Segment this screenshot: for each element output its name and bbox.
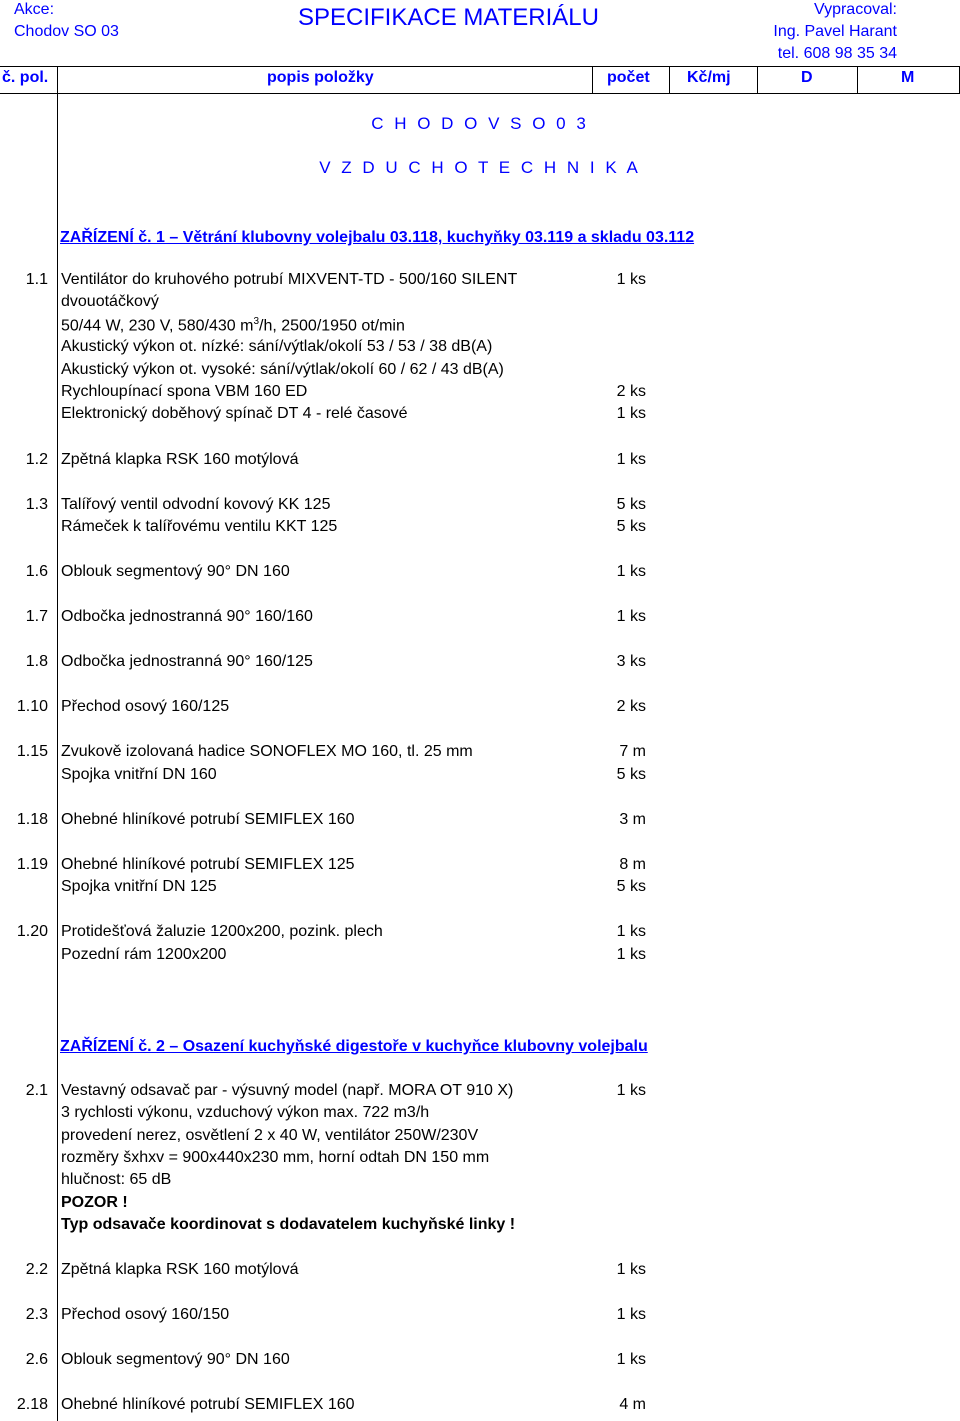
col-cpol: č. pol. <box>2 69 49 86</box>
col-divider-5 <box>857 66 858 93</box>
table-row: 1.20 Protidešťová žaluzie 1200x200, pozink. plech 1 ks <box>16 923 646 940</box>
table-row: 3 rychlosti výkonu, vzduchový výkon max. 722 m3/h <box>61 1104 430 1121</box>
col-kcmj: Kč/mj <box>687 69 731 86</box>
table-row: 1.2 Zpětná klapka RSK 160 motýlová 1 ks <box>25 451 646 468</box>
table-row: 1.7 Odbočka jednostranná 90° 160/160 1 ks <box>25 608 646 625</box>
table-row: 1.1 Ventilátor do kruhového potrubí MIXVENT-TD - 500/160 SILENT 1 ks <box>25 271 646 288</box>
column-header-row <box>0 66 960 93</box>
document-header <box>0 0 960 66</box>
table-row: 2.6 Oblouk segmentový 90° DN 160 1 ks <box>25 1351 646 1368</box>
table-row: Elektronický doběhový spínač DT 4 - relé časové 1 ks <box>61 405 646 422</box>
col-pocet: počet <box>607 69 650 86</box>
table-row: 2.1 Vestavný odsavač par - výsuvný model (např. MORA OT 910 X) 1 ks <box>25 1082 646 1099</box>
table-row: 1.15 Zvukově izolovaná hadice SONOFLEX MO 160, tl. 25 mm 7 m <box>16 743 646 760</box>
warning-text: Typ odsavače koordinovat s dodavatelem kuchyňské linky ! <box>61 1216 516 1233</box>
table-row <box>0 316 960 338</box>
col-divider-4 <box>757 66 758 93</box>
table-row: rozměry šxhxv = 900x440x230 mm, horní odtah DN 150 mm <box>61 1149 490 1166</box>
table-row: dvouotáčkový <box>61 293 159 310</box>
table-row: 1.6 Oblouk segmentový 90° DN 160 1 ks <box>25 563 646 580</box>
header-bottom-line <box>0 93 960 94</box>
col-divider-3 <box>669 66 670 93</box>
table-row: Rychloupínací spona VBM 160 ED 2 ks <box>61 383 646 400</box>
table-row: Akustický výkon ot. vysoké: sání/výtlak/okolí 60 / 62 / 43 dB(A) <box>61 361 504 378</box>
col-divider-2 <box>592 66 593 93</box>
section-title: C H O D O V S O 0 3 <box>371 114 589 133</box>
table-row: Pozední rám 1200x200 1 ks <box>61 946 646 963</box>
table-row: Spojka vnitřní DN 160 5 ks <box>61 766 646 783</box>
table-row: Spojka vnitřní DN 125 5 ks <box>61 878 646 895</box>
col-d: D <box>801 69 813 86</box>
table-row: hlučnost: 65 dB <box>61 1171 172 1188</box>
table-row: 1.18 Ohebné hliníkové potrubí SEMIFLEX 160 3 m <box>16 811 646 828</box>
table-row: 1.8 Odbočka jednostranná 90° 160/125 3 ks <box>25 653 646 670</box>
table-row: 2.3 Přechod osový 160/150 1 ks <box>25 1306 646 1323</box>
device-2-title: ZAŘÍZENÍ č. 2 – Osazení kuchyňské digestoře v kuchyňce klubovny volejbalu <box>60 1038 648 1055</box>
device-1-title: ZAŘÍZENÍ č. 1 – Větrání klubovny volejbalu 03.118, kuchyňky 03.119 a skladu 03.112 <box>60 229 695 246</box>
author-name: Ing. Pavel Harant <box>773 23 897 40</box>
table-row: 1.19 Ohebné hliníkové potrubí SEMIFLEX 125 8 m <box>16 856 646 873</box>
table-row: provedení nerez, osvětlení 2 x 40 W, ventilátor 250W/230V <box>61 1127 479 1144</box>
warning-label: POZOR ! <box>61 1194 128 1211</box>
row-desc-m3: 50/44 W, 230 V, 580/430 $m^3/h$, 2500/1950 ot/min <box>61 316 405 335</box>
table-row: 1.3 Talířový ventil odvodní kovový KK 125 5 ks <box>25 496 646 513</box>
table-row: 2.18 Ohebné hliníkové potrubí SEMIFLEX 160 4 m <box>16 1396 646 1413</box>
akce-label: Akce: <box>14 1 55 18</box>
vypracoval-label: Vypracoval: <box>814 1 897 18</box>
akce-value: Chodov SO 03 <box>14 23 119 40</box>
col-m: M <box>901 69 915 86</box>
table-row: 1.10 Přechod osový 160/125 2 ks <box>16 698 646 715</box>
table-row: Rámeček k talířovému ventilu KKT 125 5 ks <box>61 518 646 535</box>
header-top-line <box>0 66 960 67</box>
document-title: SPECIFIKACE MATERIÁLU <box>298 4 599 31</box>
col-popis: popis položky <box>267 69 374 86</box>
author-phone: tel. 608 98 35 34 <box>777 45 897 62</box>
table-row: 2.2 Zpětná klapka RSK 160 motýlová 1 ks <box>25 1261 646 1278</box>
table-row: Akustický výkon ot. nízké: sání/výtlak/okolí 53 / 53 / 38 dB(A) <box>61 338 493 355</box>
section-subtitle: V Z D U C H O T E C H N I K A <box>319 158 641 177</box>
